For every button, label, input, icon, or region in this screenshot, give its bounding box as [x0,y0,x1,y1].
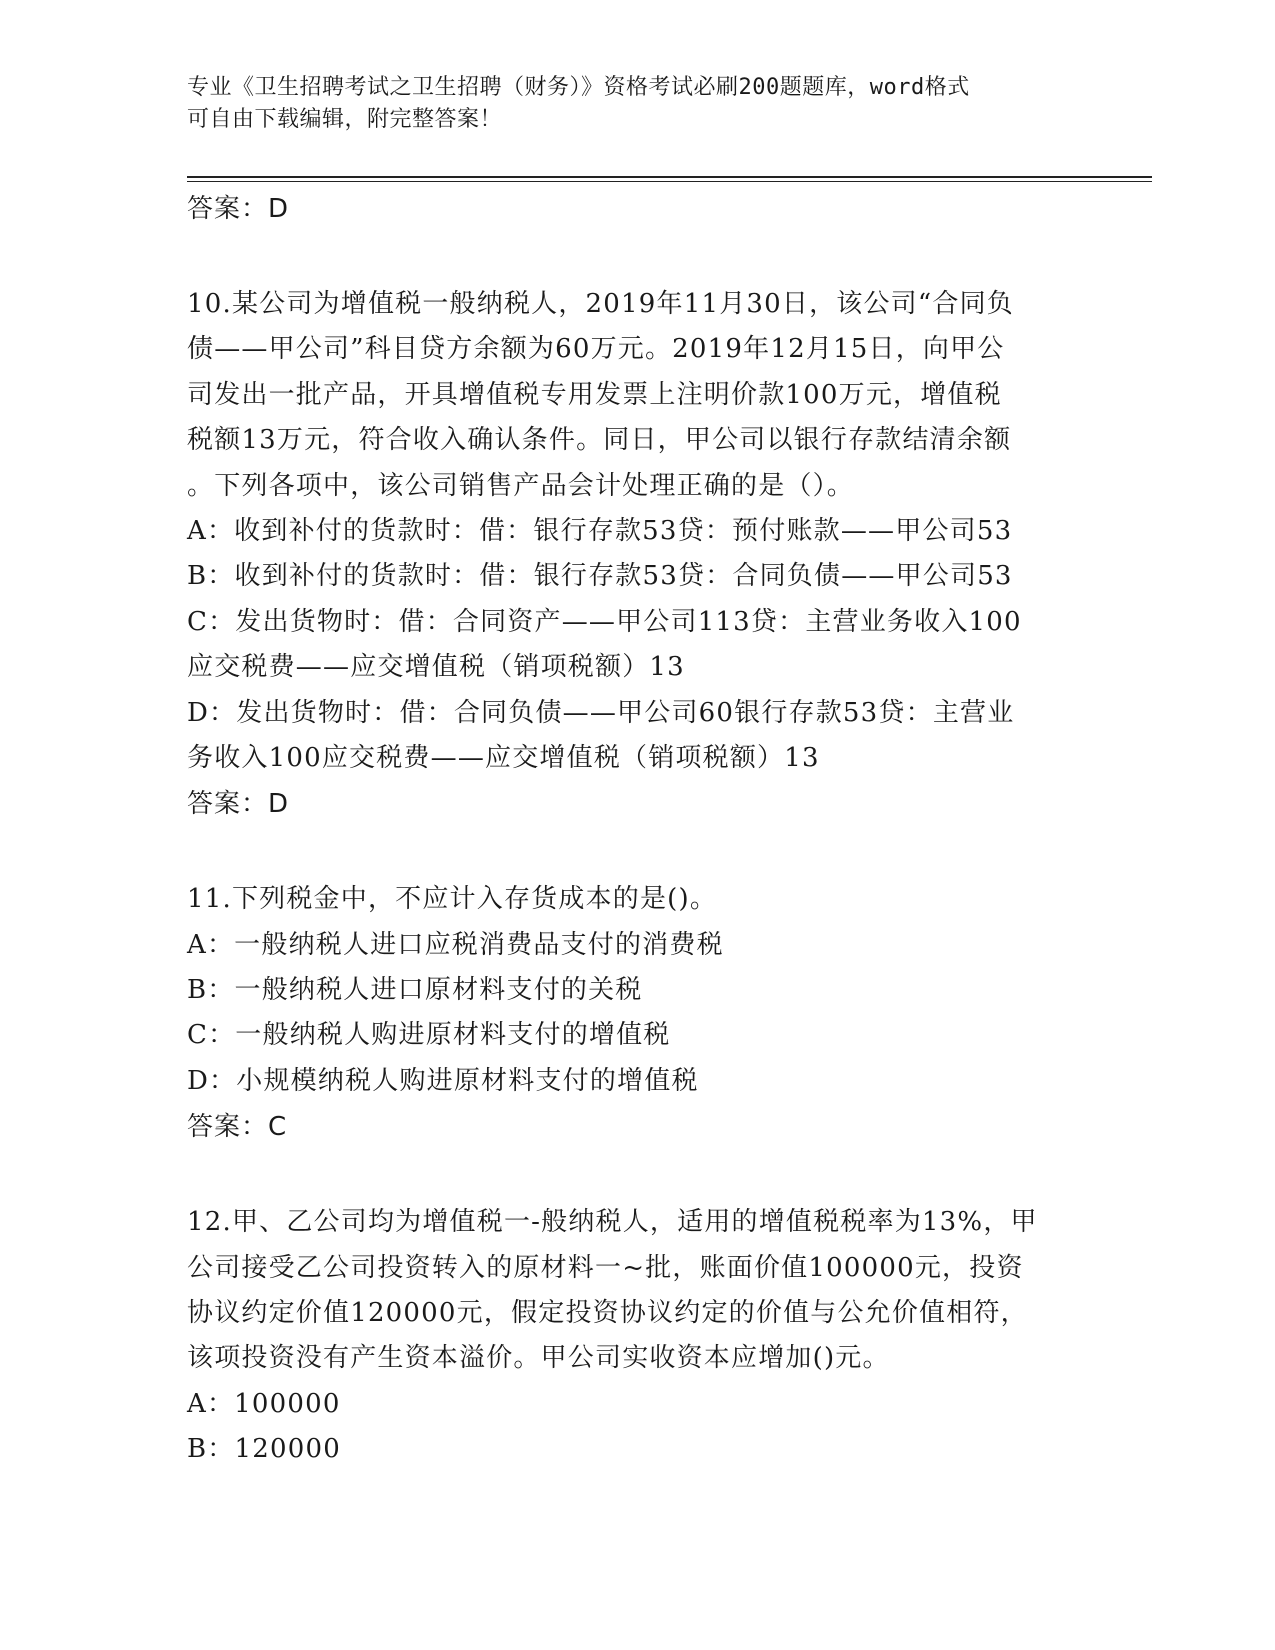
question-text-line: 协议约定价值120000元，假定投资协议约定的价值与公允价值相符， [187,1298,1028,1329]
option-d-continued: 务收入100应交税费——应交增值税（销项税额）13 [187,742,820,773]
spacer [187,1150,1087,1200]
question-text-line: 10.某公司为增值税一般纳税人，2019年11月30日，该公司“合同负 [187,289,1014,319]
question-11 [187,877,1087,1150]
spacer [187,827,1087,877]
option-c: C：一般纳税人购进原材料支付的增值税 [187,1020,671,1051]
option-b: B：收到补付的货款时：借：银行存款53贷：合同负债——甲公司53 [187,561,1013,592]
question-text-line: 司发出一批产品，开具增值税专用发票上注明价款100万元，增值税 [187,379,1002,410]
question-text-line: 债——甲公司”科目贷方余额为60万元。2019年12月15日，向甲公 [187,334,1005,365]
question-text-line: 。下列各项中，该公司销售产品会计处理正确的是（）。 [187,470,855,501]
option-d: D：发出货物时：借：合同负债——甲公司60银行存款53贷：主营业 [187,697,1015,728]
header-line-1: 专业《卫生招聘考试之卫生招聘（财务）》资格考试必刷200题题库，word格式 [187,75,970,100]
option-a: A：收到补付的货款时：借：银行存款53贷：预付账款——甲公司53 [187,515,1013,546]
question-text-line: 税额13万元，符合收入确认条件。同日，甲公司以银行存款结清余额 [187,425,1012,456]
question-text-line: 11.下列税金中，不应计入存货成本的是()。 [187,884,718,915]
option-a: A：100000 [187,1388,341,1419]
header-line-2: 可自由下载编辑，附完整答案！ [187,107,503,132]
document-header [187,72,1087,136]
option-d: D：小规模纳税人购进原材料支付的增值税 [187,1065,699,1096]
question-text-line: 公司接受乙公司投资转入的原材料一~批，账面价值100000元，投资 [187,1252,1024,1283]
answer-10: 答案：D [187,789,290,820]
header-rule-thin [187,181,1152,182]
spacer [187,232,1087,282]
question-text-line: 该项投资没有产生资本溢价。甲公司实收资本应增加()元。 [187,1343,890,1374]
answer-previous: 答案：D [187,194,290,224]
option-b: B：一般纳税人进口原材料支付的关税 [187,975,643,1006]
answer-11: 答案：C [187,1112,288,1143]
option-c-continued: 应交税费——应交增值税（销项税额）13 [187,652,685,683]
option-b: B：120000 [187,1434,341,1465]
option-a: A：一般纳税人进口应税消费品支付的消费税 [187,929,724,960]
question-10 [187,282,1087,827]
question-text-line: 12.甲、乙公司均为增值税一-般纳税人，适用的增值税税率为13%，甲 [187,1207,1038,1238]
question-list [187,186,1087,1473]
question-12 [187,1200,1087,1472]
header-rule-thick [187,176,1152,178]
option-c: C：发出货物时：借：合同资产——甲公司113贷：主营业务收入100 [187,606,1022,637]
